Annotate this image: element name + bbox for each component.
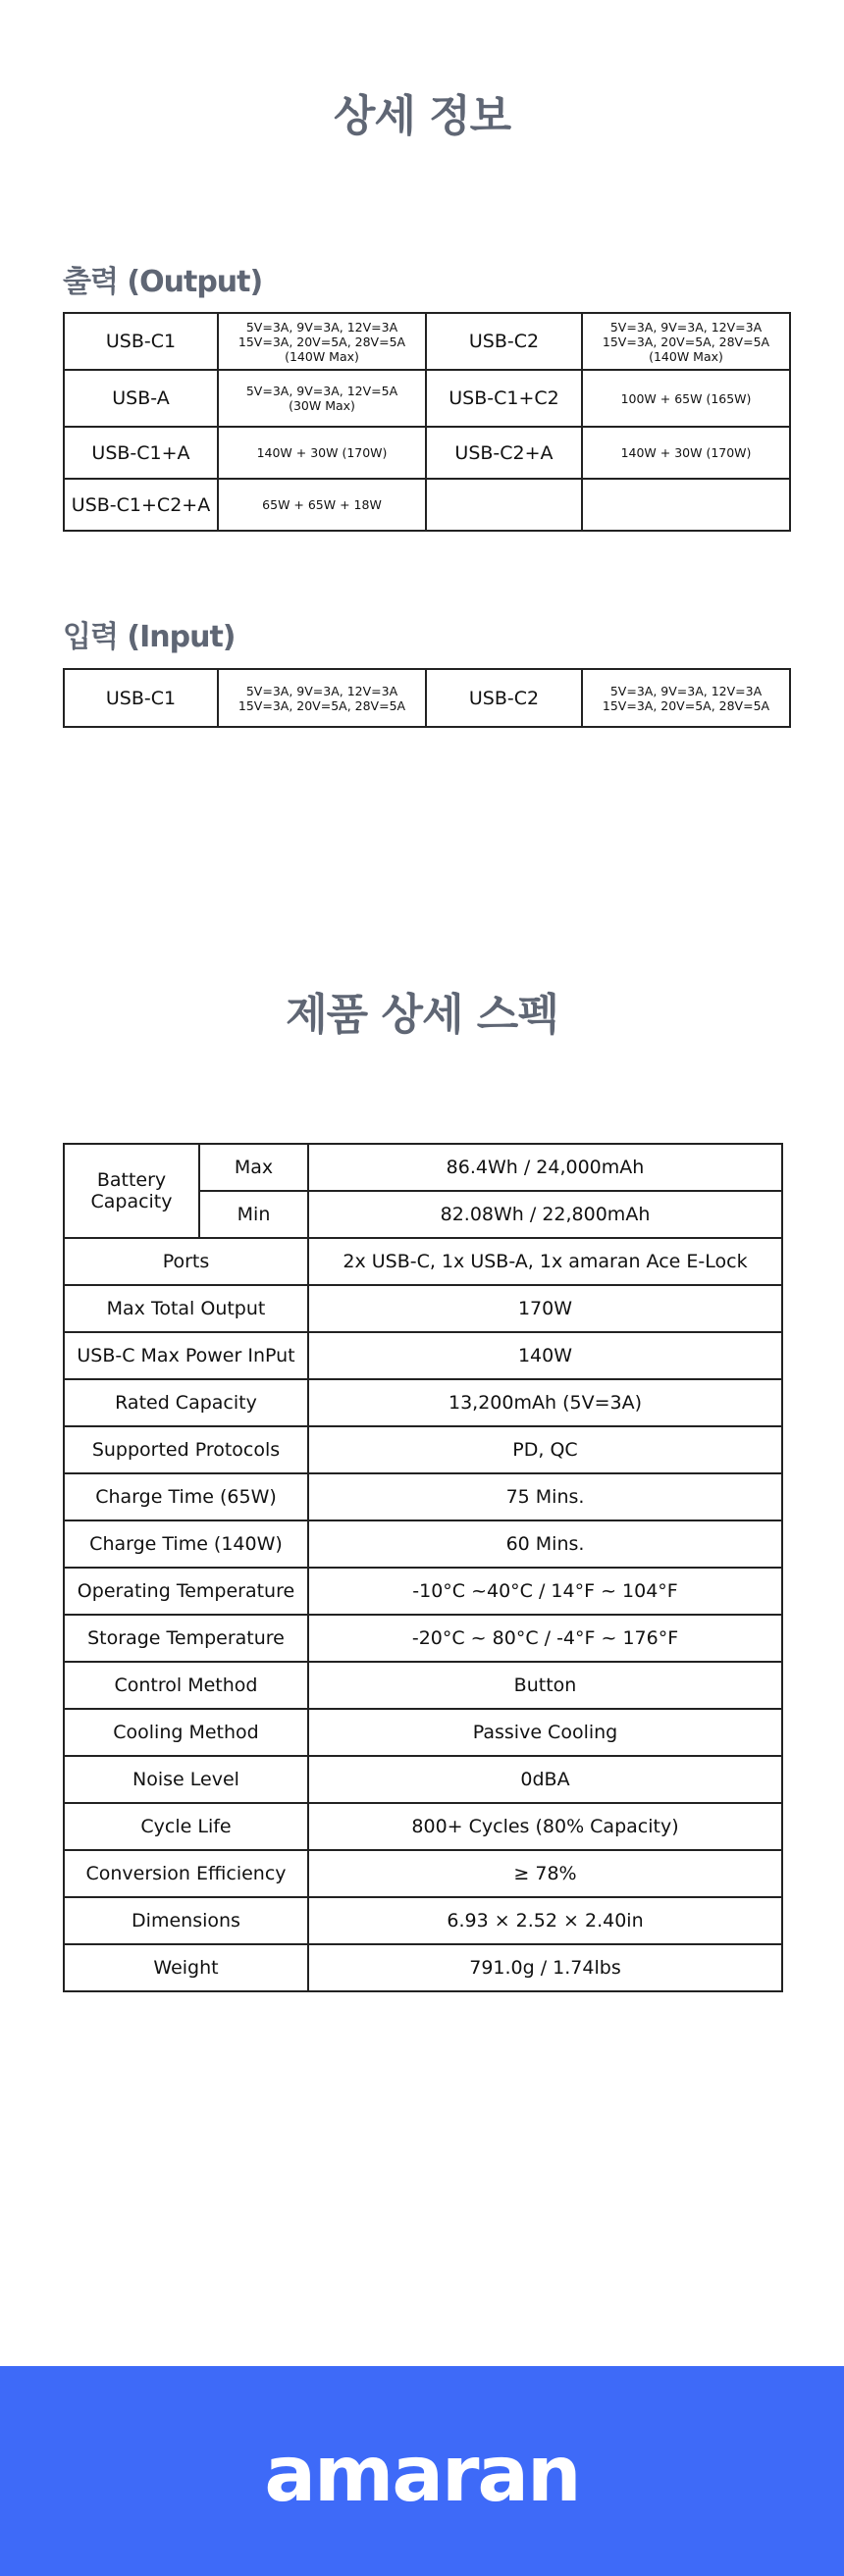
port-spec: 5V=3A, 9V=3A, 12V=3A 15V=3A, 20V=5A, 28V=5A (140W Max) — [218, 313, 426, 370]
input-table — [63, 668, 791, 728]
spec-label: Ports — [64, 1238, 308, 1285]
spec-value: -20°C ~ 80°C / -4°F ~ 176°F — [308, 1615, 782, 1662]
table-row — [64, 1615, 782, 1662]
spec-value: 60 Mins. — [308, 1520, 782, 1568]
spec-label: Storage Temperature — [64, 1615, 308, 1662]
spec-value: -10°C ~40°C / 14°F ~ 104°F — [308, 1568, 782, 1615]
spec-value: 800+ Cycles (80% Capacity) — [308, 1803, 782, 1850]
spec-value: 791.0g / 1.74lbs — [308, 1944, 782, 1991]
table-row — [64, 1379, 782, 1426]
port-spec: 5V=3A, 9V=3A, 12V=3A 15V=3A, 20V=5A, 28V=5A — [582, 669, 790, 727]
table-row — [64, 1709, 782, 1756]
table-row — [64, 370, 790, 427]
table-row — [64, 669, 790, 727]
port-name: USB-C2+A — [426, 427, 582, 479]
table-row — [64, 1238, 782, 1285]
footer-banner — [0, 2366, 844, 2576]
spec-label: Charge Time (65W) — [64, 1473, 308, 1520]
spec-label: Conversion Efficiency — [64, 1850, 308, 1897]
spec-value: Button — [308, 1662, 782, 1709]
table-row — [64, 1756, 782, 1803]
table-row — [64, 313, 790, 370]
table-row — [64, 1144, 782, 1191]
port-spec — [582, 479, 790, 531]
port-spec: 5V=3A, 9V=3A, 12V=3A 15V=3A, 20V=5A, 28V=5A (140W Max) — [582, 313, 790, 370]
spec-value: 75 Mins. — [308, 1473, 782, 1520]
spec-table — [63, 1143, 783, 1992]
spec-label: Rated Capacity — [64, 1379, 308, 1426]
port-name: USB-C1 — [64, 669, 218, 727]
port-spec: 5V=3A, 9V=3A, 12V=3A 15V=3A, 20V=5A, 28V=5A — [218, 669, 426, 727]
port-spec: 65W + 65W + 18W — [218, 479, 426, 531]
input-heading: 입력 (Input) — [63, 620, 236, 654]
spec-value: 140W — [308, 1332, 782, 1379]
spec-label: Supported Protocols — [64, 1426, 308, 1473]
port-spec: 100W + 65W (165W) — [582, 370, 790, 427]
port-name: USB-A — [64, 370, 218, 427]
output-table — [63, 312, 791, 532]
table-row — [64, 479, 790, 531]
spec-value: Passive Cooling — [308, 1709, 782, 1756]
spec-label: Max Total Output — [64, 1285, 308, 1332]
spec-value: 0dBA — [308, 1756, 782, 1803]
spec-label: Cycle Life — [64, 1803, 308, 1850]
port-spec: 140W + 30W (170W) — [582, 427, 790, 479]
spec-value: 2x USB-C, 1x USB-A, 1x amaran Ace E-Lock — [308, 1238, 782, 1285]
battery-max-label: Max — [199, 1144, 308, 1191]
spec-value: 6.93 × 2.52 × 2.40in — [308, 1897, 782, 1944]
spec-label: Cooling Method — [64, 1709, 308, 1756]
table-row — [64, 1426, 782, 1473]
amaran-logo: amaran — [264, 2431, 580, 2519]
battery-max-value: 86.4Wh / 24,000mAh — [308, 1144, 782, 1191]
table-row — [64, 1944, 782, 1991]
port-name: USB-C2 — [426, 313, 582, 370]
port-name: USB-C1+A — [64, 427, 218, 479]
port-name: USB-C1 — [64, 313, 218, 370]
spec-label: USB-C Max Power InPut — [64, 1332, 308, 1379]
table-row — [64, 1850, 782, 1897]
port-spec: 5V=3A, 9V=3A, 12V=5A (30W Max) — [218, 370, 426, 427]
spec-label: Charge Time (140W) — [64, 1520, 308, 1568]
spec-value: PD, QC — [308, 1426, 782, 1473]
battery-capacity-label: Battery Capacity — [64, 1144, 199, 1238]
table-row — [64, 1662, 782, 1709]
spec-title: 제품 상세 스펙 — [286, 990, 558, 1040]
table-row — [64, 1520, 782, 1568]
port-name: USB-C1+C2+A — [64, 479, 218, 531]
battery-min-value: 82.08Wh / 22,800mAh — [308, 1191, 782, 1238]
spec-label: Operating Temperature — [64, 1568, 308, 1615]
spec-value: 170W — [308, 1285, 782, 1332]
spec-label: Weight — [64, 1944, 308, 1991]
port-name — [426, 479, 582, 531]
port-spec: 140W + 30W (170W) — [218, 427, 426, 479]
table-row — [64, 427, 790, 479]
table-row — [64, 1285, 782, 1332]
spec-label: Noise Level — [64, 1756, 308, 1803]
table-row — [64, 1332, 782, 1379]
table-row — [64, 1473, 782, 1520]
table-row — [64, 1568, 782, 1615]
port-name: USB-C1+C2 — [426, 370, 582, 427]
table-row — [64, 1897, 782, 1944]
table-row — [64, 1803, 782, 1850]
detail-title: 상세 정보 — [333, 91, 511, 141]
output-heading: 출력 (Output) — [63, 265, 263, 299]
spec-value: ≥ 78% — [308, 1850, 782, 1897]
spec-label: Control Method — [64, 1662, 308, 1709]
spec-value: 13,200mAh (5V=3A) — [308, 1379, 782, 1426]
battery-min-label: Min — [199, 1191, 308, 1238]
spec-label: Dimensions — [64, 1897, 308, 1944]
port-name: USB-C2 — [426, 669, 582, 727]
